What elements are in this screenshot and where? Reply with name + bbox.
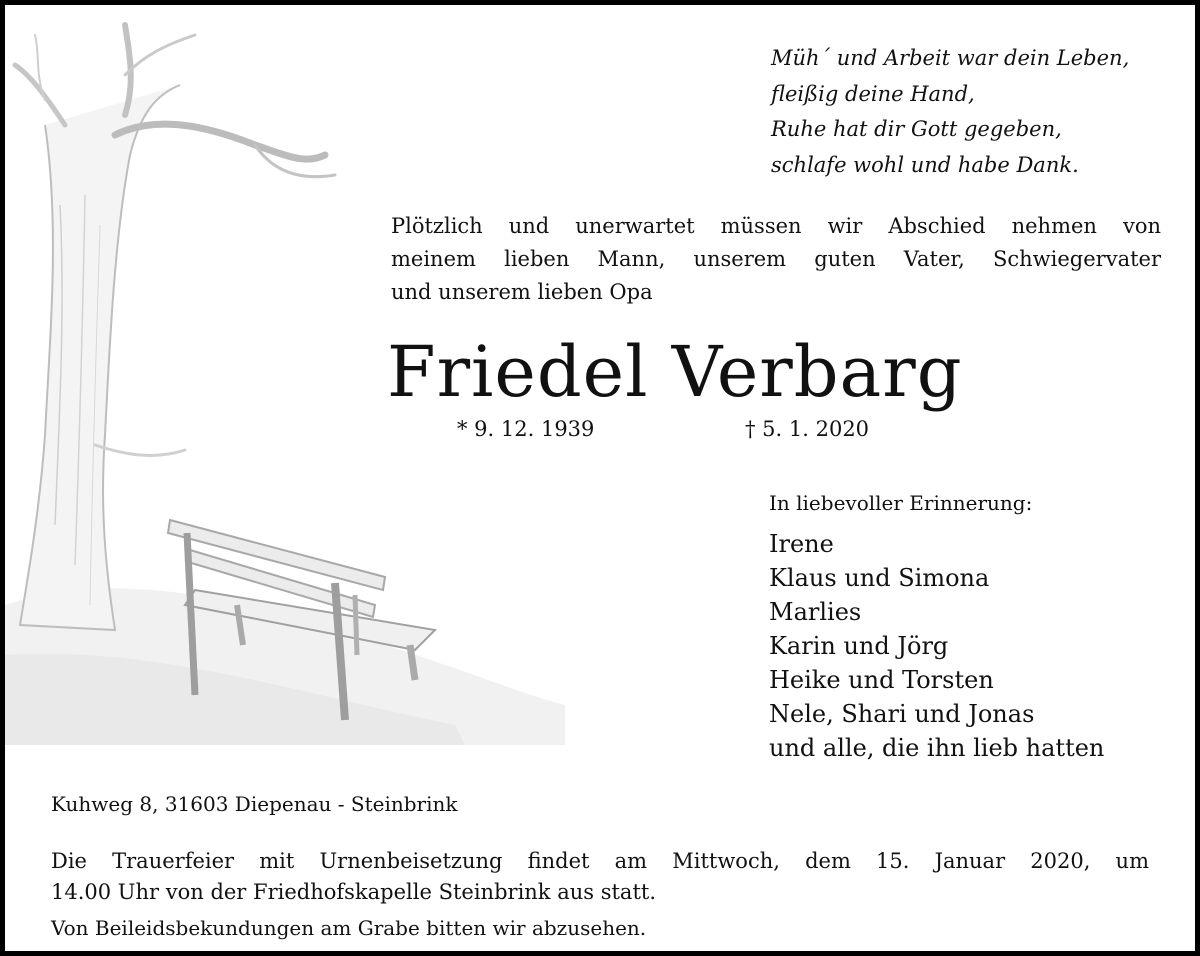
intro-line: Plötzlich und unerwartet müssen wir Abschied nehmen von — [391, 214, 1161, 238]
poem-line: schlafe wohl und habe Dank. — [771, 152, 1079, 177]
mourner-name: Klaus und Simona — [769, 564, 990, 592]
ceremony-line: 14.00 Uhr von der Friedhofskapelle Steinbrink aus statt. — [51, 880, 656, 904]
birth-date: * 9. 12. 1939 — [457, 417, 595, 441]
tree-trunk — [20, 85, 180, 630]
branch-up-twig — [125, 35, 195, 75]
mourner-name: Karin und Jörg — [769, 632, 949, 660]
mourners-list — [769, 527, 1104, 765]
ceremony-text — [51, 846, 1149, 908]
mourner-name: Nele, Shari und Jonas — [769, 700, 1035, 728]
poem-line: Müh´ und Arbeit war dein Leben, — [771, 46, 1130, 70]
death-date: † 5. 1. 2020 — [745, 417, 870, 441]
ceremony-line: Die Trauerfeier mit Urnenbeisetzung findet am Mittwoch, dem 15. Januar 2020, um — [51, 849, 1149, 873]
branch-left — [15, 65, 65, 125]
mourner-name: Heike und Torsten — [769, 666, 994, 694]
mourner-name: Irene — [769, 530, 834, 558]
intro-line: und unserem lieben Opa — [391, 280, 653, 304]
condolence-note: Von Beileidsbekundungen am Grabe bitten wir abzusehen. — [51, 916, 647, 940]
memory-title: In liebevoller Erinnerung: — [769, 491, 1033, 515]
address: Kuhweg 8, 31603 Diepenau - Steinbrink — [51, 792, 458, 816]
intro-text — [391, 210, 1161, 309]
branch-right — [115, 124, 325, 159]
poem-line: fleißig deine Hand, — [771, 81, 975, 106]
poem — [771, 41, 1191, 183]
poem-line: Ruhe hat dir Gott gegeben, — [771, 117, 1062, 141]
mourner-name: und alle, die ihn lieb hatten — [769, 734, 1105, 762]
deceased-name: Friedel Verbarg — [387, 331, 963, 413]
intro-line: meinem lieben Mann, unserem guten Vater, Schwiegervater — [391, 247, 1161, 271]
root-branch — [95, 445, 185, 455]
mourner-name: Marlies — [769, 598, 862, 626]
